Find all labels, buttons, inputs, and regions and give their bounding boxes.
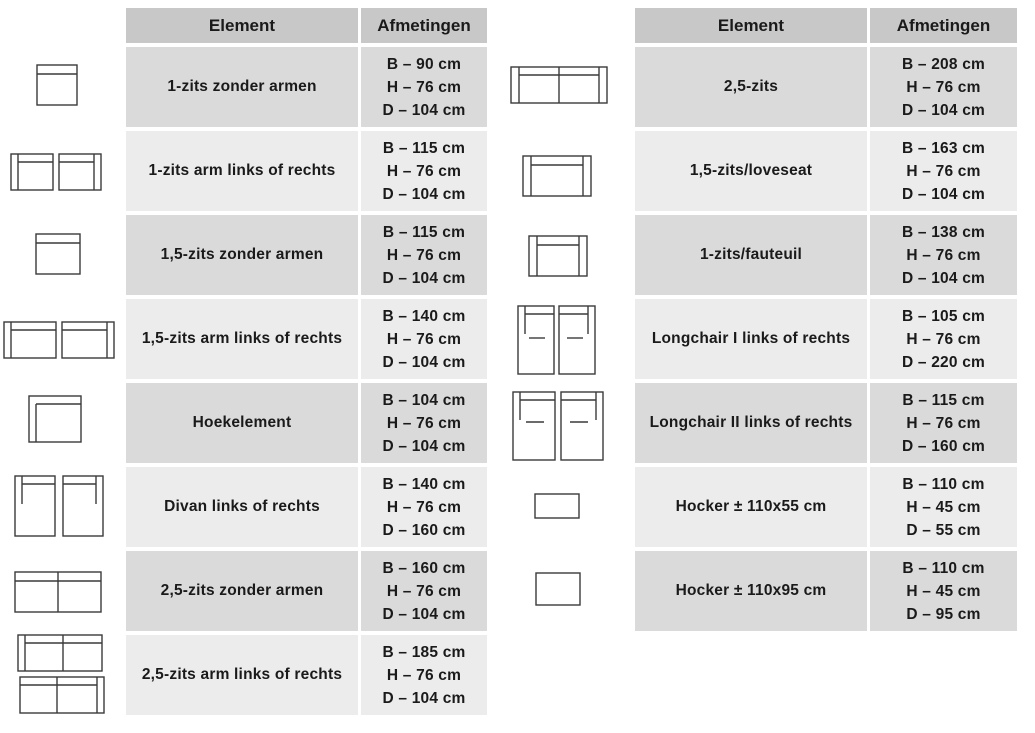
table-row: [635, 131, 1017, 211]
table-row: [635, 215, 1017, 295]
dimensions-cell: [870, 47, 1017, 127]
header-element: Element: [126, 8, 358, 43]
element-name: 1-zits arm links of rechts: [126, 131, 358, 211]
depth-value: D – 220 cm: [902, 353, 985, 371]
dimensions-cell: [870, 383, 1017, 463]
table-row: [126, 131, 487, 211]
dimensions-cell: [870, 299, 1017, 379]
element-name: 1,5-zits/loveseat: [635, 131, 867, 211]
height-value: H – 76 cm: [386, 582, 462, 600]
sofa-2-5-seat-one-arm-icon: [17, 633, 107, 717]
element-name: Hoekelement: [126, 383, 358, 463]
sofa-2-5-seat-no-arms-icon: [14, 570, 104, 614]
table-row: [126, 551, 487, 631]
element-name: 2,5-zits: [635, 47, 867, 127]
depth-value: D – 55 cm: [906, 521, 981, 539]
right-table-header: [635, 8, 1017, 43]
longchair-2-icon: [512, 390, 606, 462]
width-value: B – 110 cm: [902, 559, 985, 577]
height-value: H – 76 cm: [906, 246, 981, 264]
width-value: B – 208 cm: [902, 55, 985, 73]
element-name: Divan links of rechts: [126, 467, 358, 547]
table-row: [126, 47, 487, 127]
table-row: [635, 467, 1017, 547]
width-value: B – 90 cm: [386, 55, 462, 73]
height-value: H – 76 cm: [386, 330, 462, 348]
dimensions-cell: [361, 131, 487, 211]
dimensions-cell: [870, 467, 1017, 547]
hocker-large-icon: [535, 571, 583, 609]
right-table: [635, 8, 1017, 635]
dimensions-cell: [361, 299, 487, 379]
height-value: H – 76 cm: [386, 498, 462, 516]
height-value: H – 76 cm: [906, 78, 981, 96]
header-element: Element: [635, 8, 867, 43]
element-name: Hocker ± 110x95 cm: [635, 551, 867, 631]
element-name: Longchair II links of rechts: [635, 383, 867, 463]
dimensions-cell: [361, 215, 487, 295]
height-value: H – 45 cm: [906, 582, 981, 600]
sofa-2-5-seat-icon: [510, 65, 610, 105]
sofa-1-5-seat-no-arms-icon: [35, 232, 83, 276]
table-row: [126, 215, 487, 295]
dimensions-cell: [870, 215, 1017, 295]
width-value: B – 140 cm: [382, 307, 466, 325]
height-value: H – 45 cm: [906, 498, 981, 516]
height-value: H – 76 cm: [386, 162, 462, 180]
depth-value: D – 104 cm: [902, 185, 985, 203]
table-row: [635, 47, 1017, 127]
left-table: [126, 8, 487, 719]
header-dimensions: Afmetingen: [361, 8, 487, 43]
width-value: B – 163 cm: [902, 139, 985, 157]
table-row: [126, 299, 487, 379]
width-value: B – 115 cm: [382, 139, 466, 157]
width-value: B – 115 cm: [382, 223, 466, 241]
armchair-icon: [528, 234, 590, 278]
height-value: H – 76 cm: [386, 414, 462, 432]
width-value: B – 140 cm: [382, 475, 466, 493]
dimensions-cell: [361, 635, 487, 715]
sofa-1-seat-one-arm-icon: [10, 152, 104, 192]
depth-value: D – 95 cm: [906, 605, 981, 623]
width-value: B – 110 cm: [902, 475, 985, 493]
element-name: 1-zits zonder armen: [126, 47, 358, 127]
depth-value: D – 104 cm: [382, 185, 466, 203]
table-row: [635, 551, 1017, 631]
depth-value: D – 104 cm: [382, 269, 466, 287]
longchair-1-icon: [517, 304, 599, 376]
loveseat-icon: [522, 154, 594, 198]
depth-value: D – 104 cm: [382, 353, 466, 371]
table-row: [635, 383, 1017, 463]
depth-value: D – 104 cm: [382, 689, 466, 707]
height-value: H – 76 cm: [906, 162, 981, 180]
table-row: [126, 635, 487, 715]
width-value: B – 105 cm: [902, 307, 985, 325]
width-value: B – 160 cm: [382, 559, 466, 577]
sofa-1-seat-no-arms-icon: [36, 63, 80, 107]
hocker-small-icon: [534, 492, 582, 522]
table-row: [126, 383, 487, 463]
width-value: B – 115 cm: [902, 391, 985, 409]
depth-value: D – 104 cm: [382, 605, 466, 623]
height-value: H – 76 cm: [386, 666, 462, 684]
depth-value: D – 104 cm: [382, 101, 466, 119]
height-value: H – 76 cm: [906, 414, 981, 432]
height-value: H – 76 cm: [906, 330, 981, 348]
height-value: H – 76 cm: [386, 78, 462, 96]
element-name: 1,5-zits arm links of rechts: [126, 299, 358, 379]
dimensions-cell: [361, 467, 487, 547]
table-row: [126, 467, 487, 547]
width-value: B – 185 cm: [382, 643, 466, 661]
table-row: [635, 299, 1017, 379]
element-name: Longchair I links of rechts: [635, 299, 867, 379]
dimensions-cell: [361, 551, 487, 631]
depth-value: D – 104 cm: [902, 101, 985, 119]
left-table-header: [126, 8, 487, 43]
depth-value: D – 160 cm: [902, 437, 985, 455]
dimensions-cell: [870, 551, 1017, 631]
sofa-1-5-seat-one-arm-icon: [3, 320, 115, 360]
width-value: B – 104 cm: [382, 391, 466, 409]
element-name: 1-zits/fauteuil: [635, 215, 867, 295]
element-name: 1,5-zits zonder armen: [126, 215, 358, 295]
header-dimensions: Afmetingen: [870, 8, 1017, 43]
dimensions-cell: [361, 383, 487, 463]
element-name: 2,5-zits zonder armen: [126, 551, 358, 631]
depth-value: D – 104 cm: [382, 437, 466, 455]
element-name: Hocker ± 110x55 cm: [635, 467, 867, 547]
dimensions-cell: [870, 131, 1017, 211]
divan-icon: [14, 474, 106, 538]
width-value: B – 138 cm: [902, 223, 985, 241]
depth-value: D – 160 cm: [382, 521, 466, 539]
corner-element-icon: [28, 394, 84, 444]
depth-value: D – 104 cm: [902, 269, 985, 287]
height-value: H – 76 cm: [386, 246, 462, 264]
element-name: 2,5-zits arm links of rechts: [126, 635, 358, 715]
dimensions-cell: [361, 47, 487, 127]
